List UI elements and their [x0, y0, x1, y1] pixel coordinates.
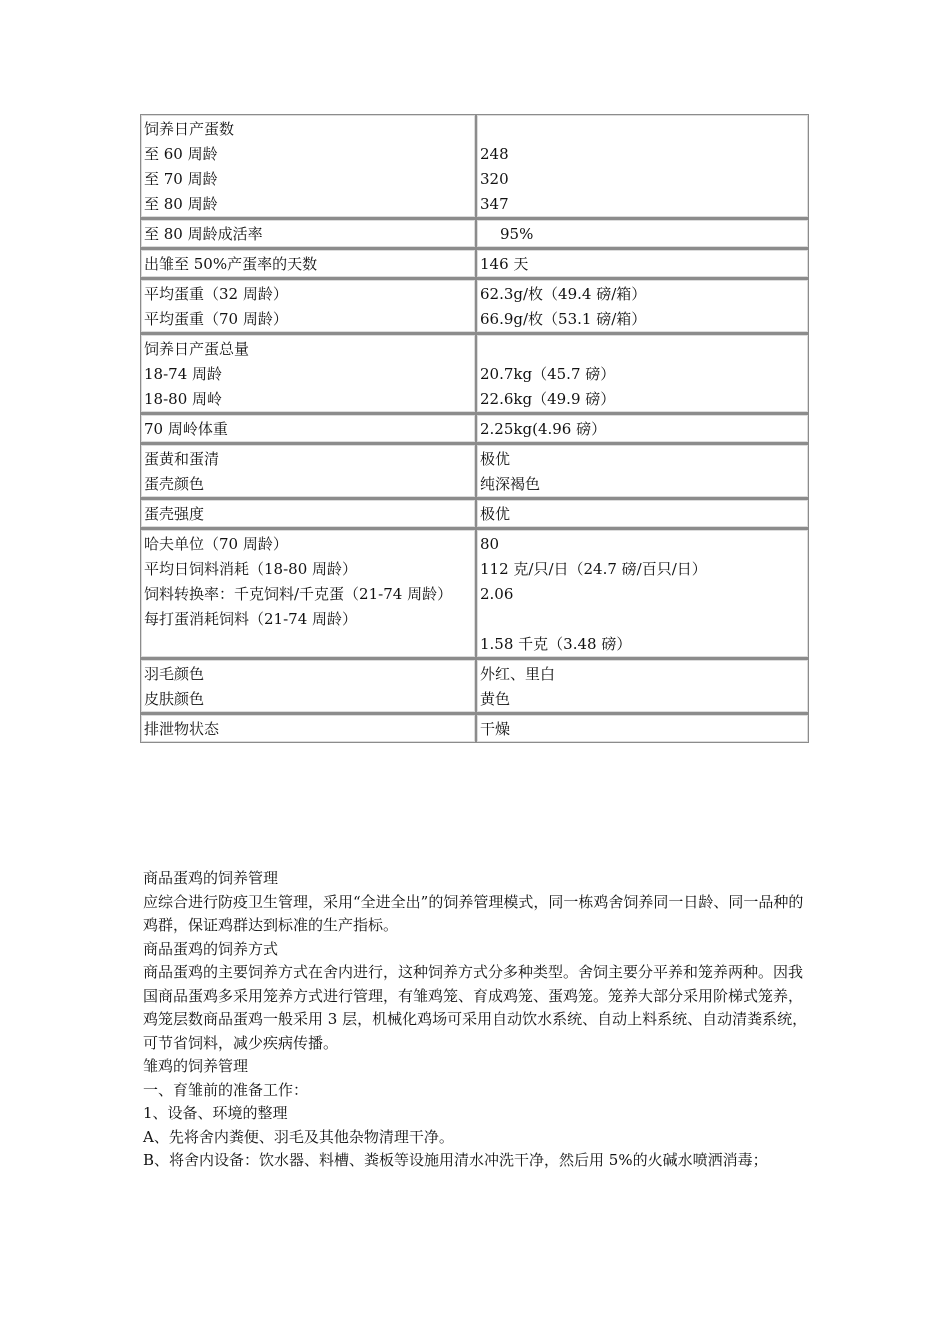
value-line: 112 克/只/日（24.7 磅/百只/日）	[480, 560, 707, 578]
label-line: 平均蛋重（70 周龄）	[144, 310, 288, 328]
value-line	[480, 117, 805, 142]
table-cell-label	[140, 713, 476, 743]
label-line: 羽毛颜色	[144, 665, 205, 683]
table-row	[140, 443, 809, 498]
paragraph: 商品蛋鸡的饲养管理	[143, 869, 279, 887]
table-row	[140, 218, 809, 248]
value-line: 外红、里白	[480, 665, 556, 683]
value-line: 2.25kg(4.96 磅）	[480, 420, 607, 438]
value-line: 极优	[480, 450, 511, 468]
body-text	[143, 867, 809, 1173]
value-line: 1.58 千克（3.48 磅）	[480, 635, 632, 653]
value-line	[480, 337, 805, 362]
table-cell-label	[140, 658, 476, 713]
value-line: 146 天	[480, 255, 529, 273]
table-cell-value	[476, 658, 809, 713]
value-line: 干燥	[480, 720, 511, 738]
table-row	[140, 658, 809, 713]
table-cell-value	[476, 333, 809, 413]
label-line: 饲料转换率：千克饲料/千克蛋（21-74 周龄）	[144, 585, 453, 603]
table-cell-label	[140, 333, 476, 413]
label-line: 平均日饲料消耗（18-80 周龄）	[144, 560, 358, 578]
table-cell-value	[476, 114, 809, 218]
label-line: 18-74 周龄	[144, 365, 223, 383]
label-line: 至 80 周龄	[144, 195, 218, 213]
value-line: 347	[480, 195, 509, 213]
table-row	[140, 498, 809, 528]
table-cell-value	[476, 218, 809, 248]
table-cell-value	[476, 498, 809, 528]
label-line: 至 70 周龄	[144, 170, 218, 188]
paragraph: 应综合进行防疫卫生管理，采用“全进全出”的饲养管理模式，同一栋鸡舍饲养同一日龄、同一品种的鸡群，保证鸡群达到标准的生产指标。	[143, 892, 804, 934]
table-cell-value	[476, 413, 809, 443]
table-cell-value	[476, 278, 809, 333]
table-row	[140, 333, 809, 413]
label-line: 至 60 周龄	[144, 145, 218, 163]
table-cell-label	[140, 278, 476, 333]
label-line: 每打蛋消耗饲料（21-74 周龄）	[144, 610, 358, 628]
paragraph: 商品蛋鸡的主要饲养方式在舍内进行，这种饲养方式分多种类型。舍饲主要分平养和笼养两种。因我国商品蛋鸡多采用笼养方式进行管理，有雏鸡笼、育成鸡笼、蛋鸡笼。笼养大部分采用阶梯式笼养，鸡笼层数商品蛋鸡一般采用 3 层，机械化鸡场可采用自动饮水系统、自动上料系统、自动清粪系统，可节省饲料，减少疾病传播。	[143, 963, 808, 1052]
value-line	[480, 607, 805, 632]
table-cell-label	[140, 114, 476, 218]
label-line	[144, 632, 472, 657]
value-line: 纯深褐色	[480, 475, 541, 493]
label-line: 哈夫单位（70 周龄）	[144, 535, 288, 553]
table-row	[140, 248, 809, 278]
table-cell-value	[476, 528, 809, 658]
table-row	[140, 713, 809, 743]
label-line: 饲养日产蛋数	[144, 120, 235, 138]
table-row	[140, 528, 809, 658]
table-row	[140, 114, 809, 218]
paragraph: 1、设备、环境的整理	[143, 1104, 288, 1122]
value-line: 80	[480, 535, 500, 553]
table-cell-label	[140, 443, 476, 498]
label-line: 70 周岭体重	[144, 420, 228, 438]
value-line: 248	[480, 145, 509, 163]
value-line: 极优	[480, 505, 511, 523]
value-line: 66.9g/枚（53.1 磅/箱）	[480, 310, 647, 328]
paragraph: 一、育雏前的准备工作：	[143, 1080, 309, 1099]
paragraph: 雏鸡的饲养管理	[143, 1057, 249, 1075]
table-cell-label	[140, 218, 476, 248]
value-line: 320	[480, 170, 509, 188]
table-cell-label	[140, 498, 476, 528]
table-row	[140, 278, 809, 333]
paragraph: A、先将舍内粪便、羽毛及其他杂物清理干净。	[143, 1127, 454, 1146]
value-line: 62.3g/枚（49.4 磅/箱）	[480, 285, 647, 303]
label-line: 蛋黄和蛋清	[144, 450, 220, 468]
label-line: 18-80 周岭	[144, 390, 223, 408]
paragraph: 商品蛋鸡的饲养方式	[143, 939, 279, 958]
table-cell-label	[140, 248, 476, 278]
label-line: 平均蛋重（32 周龄）	[144, 285, 288, 303]
label-line: 皮肤颜色	[144, 690, 205, 708]
table-cell-label	[140, 413, 476, 443]
table-cell-value	[476, 713, 809, 743]
label-line: 出雏至 50%产蛋率的天数	[144, 255, 318, 273]
paragraph: B、将舍内设备：饮水器、料槽、粪板等设施用清水冲洗干净，然后用 5%的火碱水喷洒消毒；	[143, 1151, 768, 1169]
table-row	[140, 413, 809, 443]
value-line: 22.6kg（49.9 磅）	[480, 390, 616, 408]
spec-table	[140, 114, 809, 743]
label-line: 饲养日产蛋总量	[144, 340, 250, 358]
label-line: 至 80 周龄成活率	[144, 225, 263, 243]
label-line: 蛋壳颜色	[144, 475, 205, 493]
value-line: 95%	[500, 225, 534, 243]
label-line: 排泄物状态	[144, 720, 220, 738]
table-cell-value	[476, 443, 809, 498]
value-line: 2.06	[480, 585, 514, 603]
value-line: 黄色	[480, 690, 511, 708]
table-cell-value	[476, 248, 809, 278]
label-line: 蛋壳强度	[144, 505, 205, 523]
table-cell-label	[140, 528, 476, 658]
value-line: 20.7kg（45.7 磅）	[480, 365, 616, 383]
